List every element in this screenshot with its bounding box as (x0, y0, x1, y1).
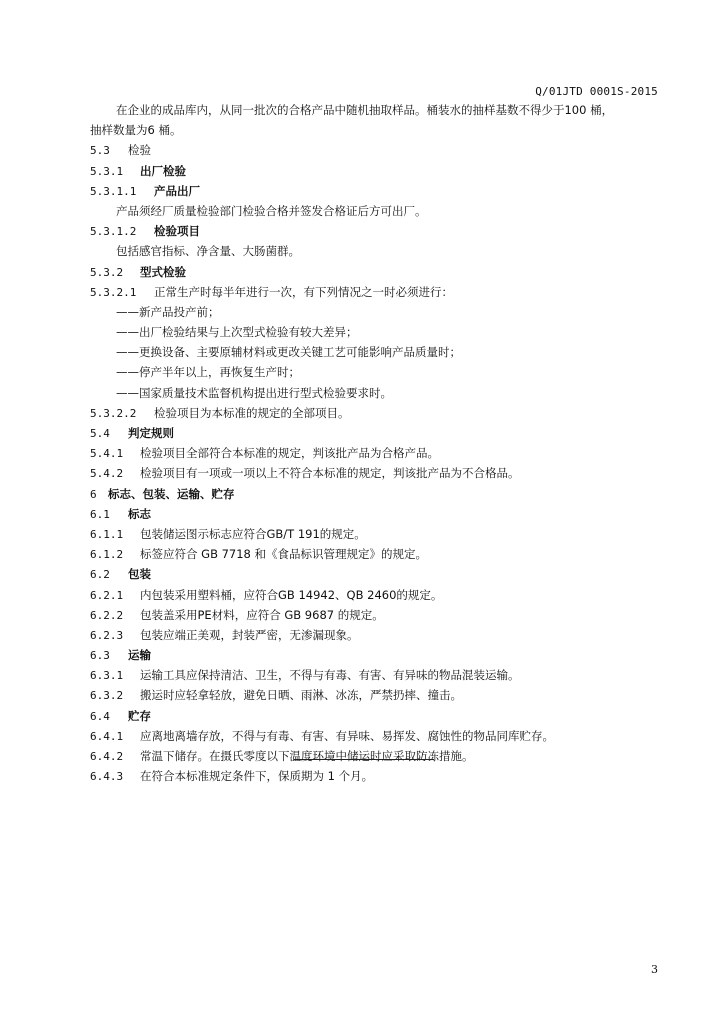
section-heading (90, 504, 666, 524)
section-number: 6.3.2 (90, 689, 124, 703)
section-text: 包装盖采用PE材料，应符合 GB 9687 的规定。 (140, 607, 384, 622)
section-heading (90, 181, 666, 201)
section-text: 贮存 (128, 708, 151, 723)
section-number: 5.3.2 (90, 265, 124, 279)
section-number: 6.2.3 (90, 628, 124, 642)
section-number: 6.3.1 (90, 669, 124, 683)
section-number: 5.3.1.2 (90, 225, 137, 239)
paragraph-line (90, 100, 666, 120)
section-number: 6.2.2 (90, 608, 124, 622)
section-number: 6.1.1 (90, 527, 124, 541)
section-heading (90, 282, 666, 302)
section-text: 产品出厂 (154, 183, 200, 198)
end-rule (294, 759, 434, 760)
section-text: 包装储运图示标志应符合GB/T 191的规定。 (140, 526, 366, 541)
paragraph-line (90, 322, 666, 342)
section-text: 搬运时应轻拿轻放，避免日晒、雨淋、冰冻，严禁扔摔、撞击。 (140, 688, 462, 703)
section-text: 检验项目有一项或一项以上不符合本标准的规定，判该批产品为不合格品。 (140, 466, 520, 481)
section-number: 5.4 (90, 427, 110, 440)
paragraph-line (90, 241, 666, 261)
paragraph-text: 产品须经厂质量检验部门检验合格并签发合格证后方可出厂。 (116, 203, 427, 218)
paragraph-text: 抽样数量为6 桶。 (90, 123, 182, 138)
section-heading (90, 585, 666, 605)
section-heading (90, 766, 666, 786)
section-heading (90, 463, 666, 483)
section-heading (90, 685, 666, 705)
section-text: 判定规则 (128, 426, 174, 440)
section-heading (90, 665, 666, 685)
section-number: 5.4.2 (90, 467, 124, 481)
section-heading (90, 625, 666, 645)
section-heading (90, 544, 666, 564)
section-text: 包装 (128, 567, 151, 582)
section-text: 应离地离墙存放，不得与有毒、有害、有异味、易挥发、腐蚀性的物品同库贮存。 (140, 728, 554, 743)
section-number: 6.4.2 (90, 750, 124, 763)
paragraph-line (90, 362, 666, 382)
section-heading (90, 645, 666, 665)
section-heading (90, 403, 666, 423)
section-number: 6.4.1 (90, 729, 124, 743)
paragraph-line (90, 120, 666, 140)
section-number: 5.3.1.1 (90, 184, 137, 198)
section-text: 出厂检验 (140, 163, 186, 178)
section-text: 检验项目全部符合本标准的规定，判该批产品为合格产品。 (140, 446, 439, 461)
page-number: 3 (651, 963, 658, 976)
section-number: 6.4.3 (90, 770, 124, 784)
section-number: 6.3 (90, 649, 110, 663)
paragraph-line (90, 383, 666, 403)
document-code: Q/01JTD 0001S-2015 (535, 85, 658, 98)
paragraph-text: ——停产半年以上，再恢复生产时； (116, 365, 300, 380)
section-text: 型式检验 (140, 264, 186, 279)
section-text: 运输工具应保持清洁、卫生，不得与有毒、有害、有异味的物品混装运输。 (140, 668, 520, 683)
section-heading (90, 140, 666, 160)
paragraph-text: ——更换设备、主要原辅材料或更改关键工艺可能影响产品质量时； (116, 345, 461, 360)
section-heading (90, 423, 666, 443)
section-heading (90, 161, 666, 181)
paragraph-text: 包括感官指标、净含量、大肠菌群。 (116, 244, 300, 259)
section-number: 6.2 (90, 568, 110, 582)
section-number: 5.3 (90, 144, 110, 158)
section-text: 包装应端正美观，封装严密，无渗漏现象。 (140, 627, 359, 642)
section-heading (90, 221, 666, 241)
section-heading (90, 746, 666, 766)
section-text: 检验项目 (154, 224, 200, 239)
section-number: 5.3.2.1 (90, 285, 137, 299)
section-number: 5.4.1 (90, 447, 124, 461)
section-heading (90, 524, 666, 544)
paragraph-line (90, 342, 666, 362)
section-text: 检验项目为本标准的规定的全部项目。 (154, 405, 350, 420)
section-text: 常温下储存。在摄氏零度以下温度环境中储运时应采取防冻措施。 (140, 749, 474, 763)
section-text: 运输 (128, 648, 151, 663)
section-number: 6.1 (90, 507, 110, 521)
section-text: 标志、包装、运输、贮存 (108, 486, 235, 501)
paragraph-text: 在企业的成品库内，从同一批次的合格产品中随机抽取样品。桶装水的抽样基数不得少于100 桶， (116, 103, 614, 117)
section-number: 6.4 (90, 709, 110, 723)
section-heading (90, 706, 666, 726)
document-body (90, 100, 666, 786)
section-number: 6 (90, 487, 97, 501)
section-number: 6.2.1 (90, 588, 124, 602)
section-heading (90, 726, 666, 746)
section-text: 在符合本标准规定条件下，保质期为 1 个月。 (140, 769, 374, 784)
section-text: 标签应符合 GB 7718 和《食品标识管理规定》的规定。 (140, 547, 428, 562)
section-number: 5.3.1 (90, 164, 124, 178)
section-number: 6.1.2 (90, 548, 124, 562)
section-heading (90, 564, 666, 584)
paragraph-line (90, 302, 666, 322)
paragraph-text: ——国家质量技术监督机构提出进行型式检验要求时。 (116, 385, 392, 400)
paragraph-text: ——出厂检验结果与上次型式检验有较大差异； (116, 325, 358, 340)
paragraph-line (90, 201, 666, 221)
section-heading (90, 262, 666, 282)
section-heading (90, 605, 666, 625)
section-text: 内包装采用塑料桶，应符合GB 14942、QB 2460的规定。 (140, 587, 443, 602)
section-number: 5.3.2.2 (90, 406, 137, 420)
section-text: 正常生产时每半年进行一次，有下列情况之一时必须进行： (154, 284, 453, 299)
paragraph-text: ——新产品投产前； (116, 304, 220, 319)
section-text: 检验 (128, 143, 151, 158)
section-heading (90, 484, 666, 504)
section-heading (90, 443, 666, 463)
section-text: 标志 (128, 506, 151, 521)
